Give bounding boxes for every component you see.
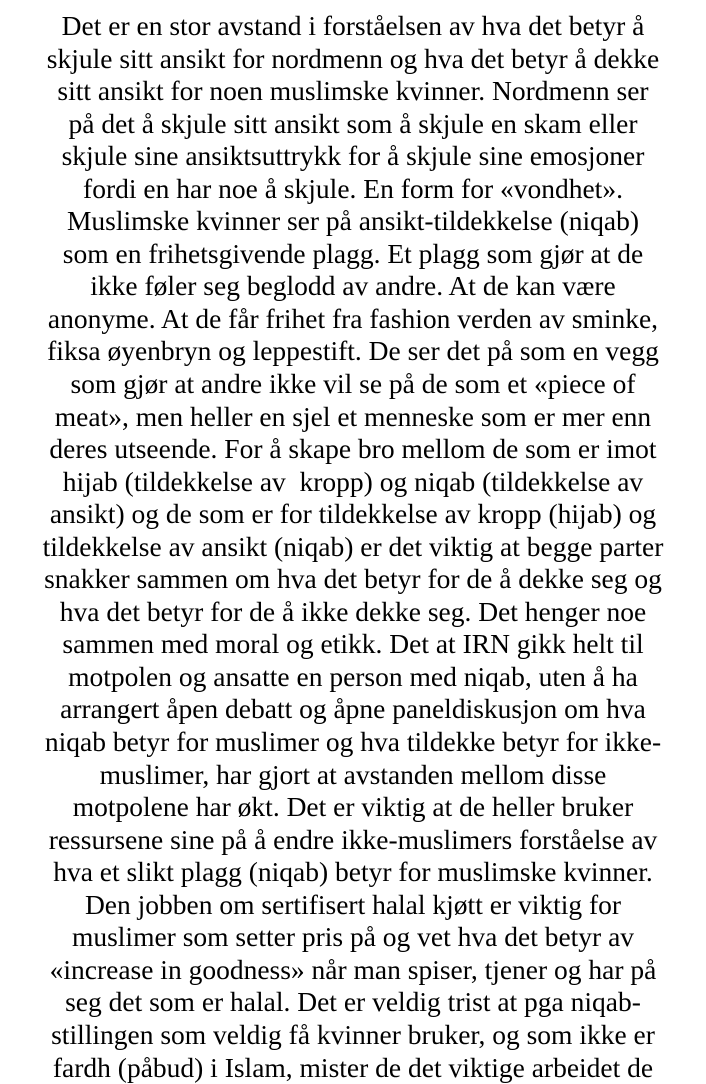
text-line: stillingen som veldig få kvinner bruker, og som ikke er <box>0 1019 706 1052</box>
text-line: Muslimske kvinner ser på ansikt-tildekkelse (niqab) <box>0 205 706 238</box>
document-body <box>0 10 706 1084</box>
text-line: som gjør at andre ikke vil se på de som et «piece of <box>0 368 706 401</box>
text-line: anonyme. At de får frihet fra fashion verden av sminke, <box>0 303 706 336</box>
text-line: motpolen og ansatte en person med niqab, uten å ha <box>0 661 706 694</box>
text-line: sammen med moral og etikk. Det at IRN gikk helt til <box>0 628 706 661</box>
text-line: på det å skjule sitt ansikt som å skjule en skam eller <box>0 108 706 141</box>
text-line: fiksa øyenbryn og leppestift. De ser det på som en vegg <box>0 335 706 368</box>
text-line: ansikt) og de som er for tildekkelse av kropp (hijab) og <box>0 498 706 531</box>
text-line: fardh (påbud) i Islam, mister de det viktige arbeidet de <box>0 1052 706 1084</box>
text-line: niqab betyr for muslimer og hva tildekke betyr for ikke- <box>0 726 706 759</box>
text-line: hva et slikt plagg (niqab) betyr for muslimske kvinner. <box>0 856 706 889</box>
text-line: tildekkelse av ansikt (niqab) er det viktig at begge parter <box>0 531 706 564</box>
text-line: ikke føler seg beglodd av andre. At de kan være <box>0 270 706 303</box>
text-line: seg det som er halal. Det er veldig trist at pga niqab- <box>0 986 706 1019</box>
text-line: «increase in goodness» når man spiser, tjener og har på <box>0 954 706 987</box>
text-line: muslimer, har gjort at avstanden mellom disse <box>0 759 706 792</box>
text-line: deres utseende. For å skape bro mellom de som er imot <box>0 433 706 466</box>
text-line: sitt ansikt for noen muslimske kvinner. Nordmenn ser <box>0 75 706 108</box>
text-line: motpolene har økt. Det er viktig at de heller bruker <box>0 791 706 824</box>
text-line: som en frihetsgivende plagg. Et plagg som gjør at de <box>0 238 706 271</box>
text-line: ressursene sine på å endre ikke-muslimers forståelse av <box>0 824 706 857</box>
text-line: Det er en stor avstand i forståelsen av hva det betyr å <box>0 10 706 43</box>
text-line: skjule sine ansiktsuttrykk for å skjule sine emosjoner <box>0 140 706 173</box>
text-line: snakker sammen om hva det betyr for de å dekke seg og <box>0 563 706 596</box>
text-line: fordi en har noe å skjule. En form for «vondhet». <box>0 173 706 206</box>
text-line: Den jobben om sertifisert halal kjøtt er viktig for <box>0 889 706 922</box>
text-line: meat», men heller en sjel et menneske som er mer enn <box>0 401 706 434</box>
text-line: hijab (tildekkelse av kropp) og niqab (tildekkelse av <box>0 466 706 499</box>
text-line: arrangert åpen debatt og åpne paneldiskusjon om hva <box>0 693 706 726</box>
text-line: skjule sitt ansikt for nordmenn og hva det betyr å dekke <box>0 43 706 76</box>
text-line: hva det betyr for de å ikke dekke seg. Det henger noe <box>0 596 706 629</box>
text-line: muslimer som setter pris på og vet hva det betyr av <box>0 921 706 954</box>
